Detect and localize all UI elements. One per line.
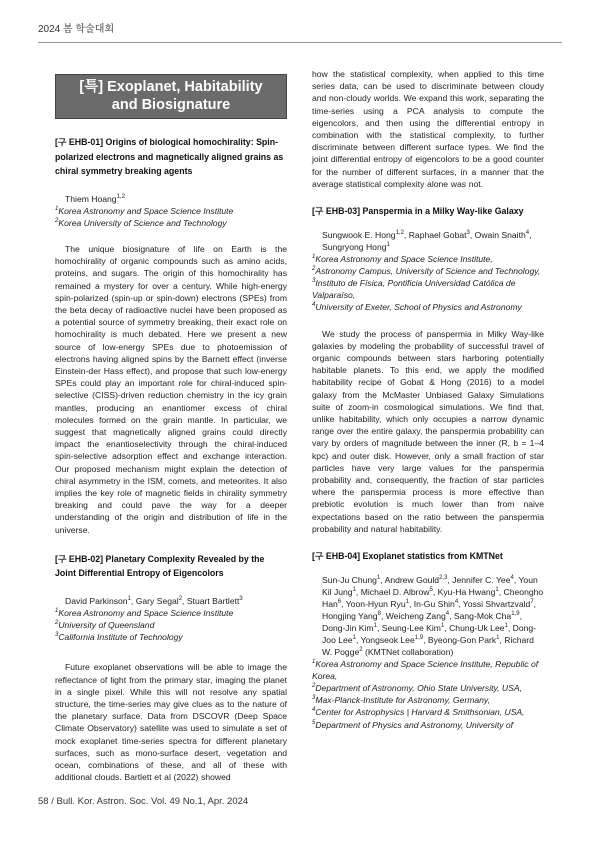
author: Yongseok Lee [360,634,415,645]
affiliation: $^2$Korea University of Science and Technology [55,217,227,228]
author: Gary Segal [135,595,179,606]
author: Stuart Bartlett [186,595,240,606]
right-column [312,68,544,745]
author: Byeong-Gon Park [427,634,497,645]
author-list: Sun-Ju Chung$^1$, Andrew Gould$^{2,3}$, Jennifer C. Yee$^4$, Youn Kil Jung$^1$, Michael D. Albrow$^5$, Kyu-Ha Hwang$^1$, Cheongho Han$^6$, Yoon-Hyun Ryu$^1$, In-Gu Shin$^4$, Yossi Shvartzvald$^7$, Hongjing Yang$^8$, Weicheng Zang$^4$, Sang-Mok Cha$^{1,9}$, Dong-Jin Kim$^1$, Seung-Lee Kim$^1$, Chung-Uk Lee$^1$, Dong-Joo Lee$^1$, Yongseok Lee$^{1,9}$, Byeong-Gon Park$^1$, Richard W. Pogge$^2$ (KMTNet collaboration) [322,574,544,657]
author: David Parkinson [65,595,128,606]
affiliation: $^3$Instituto de Física, Pontificia Universidad Católica de Valparaíso, [312,277,516,301]
affiliation: $^4$University of Exeter, School of Physics and Astronomy [312,302,522,313]
author: Weicheng Zang [385,610,446,621]
author: Kyu-Ha Hwang [437,586,496,597]
affiliation-list [312,658,544,731]
affiliation-list [312,253,544,314]
author: Dong-Jin Kim [322,622,374,633]
author: Seung-Lee Kim [381,622,441,633]
collaboration: (KMTNet collaboration) [365,646,454,657]
abstract-title: [구 EHB-03] Panspermia in a Milky Way-like Galaxy [312,206,524,217]
affiliation: $^3$California Institute of Technology [55,632,183,643]
abstract-title: [구 EHB-01] Origins of biological homochirality: Spin-polarized electrons and magnetically aligned grains as chiral symmetry breaking agents [55,137,284,176]
affiliation: $^3$Max-Planck-Institute for Astronomy, Germany, [312,695,490,706]
abstract-title: [구 EHB-04] Exoplanet statistics from KMTNet [312,551,503,561]
author: Sun-Ju Chung [322,574,377,585]
author: Youn Kil Jung [322,574,538,597]
author: Hongjing Yang [322,610,378,621]
page-footer: 58 / Bull. Kor. Astron. Soc. Vol. 49 No.1, Apr. 2024 [38,796,249,807]
affiliation: $^4$Center for Astrophysics | Harvard & Smithsonian, USA, [312,707,525,718]
left-column [55,68,287,795]
abstract-ehb-04 [312,549,544,731]
author-list: David Parkinson$^1$, Gary Segal$^2$, Stuart Bartlett$^3$ [65,595,243,606]
affiliation: $^1$Korea Astronomy and Space Science Institute, Republic of Korea, [312,658,539,681]
author: Sang-Mok Cha [453,610,512,621]
header-rule [38,42,562,43]
abstract-title: [구 EHB-02] Planetary Complexity Revealed by the Joint Differential Entropy of Eigencolors [55,553,265,579]
session-banner [55,74,287,119]
author: Richard W. Pogge [322,634,534,657]
author: Michael D. Albrow [360,586,430,597]
author: Jennifer C. Yee [452,574,511,585]
abstract-ehb-03 [312,204,544,535]
affiliation: $^1$Korea Astronomy and Space Science Institute [55,607,234,618]
author: Thiem Hoang [65,193,117,204]
author: Yoon-Hyun Ryu [345,598,406,609]
abstract-body-part-2: how the statistical complexity, when applied to this time series data, can be used to discriminate between cloudy and non-cloudy worlds. We expand this work, separating the time-series using a PCA analysis to compute the eigencolors, and then using the differential entropy in combination with the statistical complexity, to further discriminate between different surface types. We find the joint differential entropy of eigencolors to be a good counter for the number of different surfaces, in a manner that the average statistical complexity alone was not. [312,69,545,189]
affiliation: $^2$Astronomy Campus, University of Science and Technology, [312,265,541,276]
affiliation: $^5$Department of Physics and Astronomy, University of [312,719,514,730]
abstract-ehb-01 [55,135,287,536]
running-header: 2024 봄 학술대회 [38,24,115,35]
banner-line-2: and Biosignature [111,97,231,113]
abstract-ehb-02 [55,552,287,784]
author-sup: 1,2 [116,193,125,200]
affiliation: $^2$Department of Astronomy, Ohio State University, USA, [312,682,522,693]
affiliation: $^1$Korea Astronomy and Space Science Institute, [312,253,493,264]
affiliation-list [55,205,287,229]
author: Chung-Uk Lee [449,622,505,633]
author-list [55,193,287,205]
abstract-body-part-1: Future exoplanet observations will be able to image the reflectance of light from the primary star, imaging the planet in a single pixel. While this will not resolve any spatial structure, the time-series may give clues as to the nature of the planetary surface. Data from DSCOVR (Deep Space Climate Observatory) satellite was used to simulate a set of mock exoplanet time-series spectra for different planetary surfaces, such as mono-surface desert, vegetation and ocean, combinations of these, and all of these with additional clouds. Bartlett et al (2022) showed [55,662,287,783]
affiliation: $^2$University of Queensland [55,619,155,630]
author: Yossi Shvartzvald [462,598,531,609]
banner-line-1: [특] Exoplanet, Habitability [79,79,263,95]
abstract-body: We study the process of panspermia in Milky Way-like galaxies by modeling the probability of successful travel of organic compounds between stars harboring potentially habitable planets. To this end, we apply the modified habitability recipe of Gobat & Hong (2016) to a model galaxy from the McMaster Unbiased Galaxy Simulations suite of zoom-in cosmological simulations. We find that, unlike habitability, which only occupies a narrow dynamic range over the entire galaxy, the panspermia probability can vary by orders of magnitude between the inner (R, b = 1–4 kpc) and outer disk. However, only a small fraction of star particles have very large values for the panspermia probability and, consequently, the fraction of star particles where the panspermia process is more effective than prebiotic evolution is much lower than from naive expectations based on the ratio between the panspermia probability and natural habitability. [312,328,544,534]
affiliation: $^1$Korea Astronomy and Space Science Institute [55,205,234,216]
author: Dong-Joo Lee [322,622,537,645]
author: Andrew Gould [384,574,440,585]
author-list: Sungwook E. Hong$^{1,2}$, Raphael Gobat$^3$, Owain Snaith$^4$, Sungryong Hong$^1$ [322,229,532,252]
abstract-body: The unique biosignature of life on Earth is the homochirality of organic compounds such as amino acids, proteins, and sugars. The origin of this homochirality has remained a mystery for over a century. While high-energy spin-polarized (spin-up or spin-down) electrons (SPEs) from the beta decay of radioactive nuclei have been proposed as a potential source of symmetry breaking, their exact role on homochirality is much debated. Here we present a new source of low-energy SPEs due to photoemission of electrons having aligned spins by the Barnett effect (inverse Einstein-der Hass effect), and propose that such low-energy SPEs could play an important role for chiral-induced spin-selective (CISS)-driven reduction chemistry in the icy grain mantles, producing an enantiomer excess of chiral molecules formed on the grain mantle. In particular, we suggest that magnetically aligned grains could directly impact the enantioselectivity through the chiral-induced spin-selective adsorption effect and exchange interaction. Our proposed mechanism might explain the detection of chiral asymmetry in the ISM, comets, and meteorites. It also implies the key role of magnetic fields in chirality symmetry breaking and could pave the way for a deeper understanding of the origin and distribution of life in the universe. [55,243,287,535]
author: Cheongho Han [322,586,544,609]
affiliation-list [55,607,287,644]
author: In-Gu Shin [413,598,455,609]
